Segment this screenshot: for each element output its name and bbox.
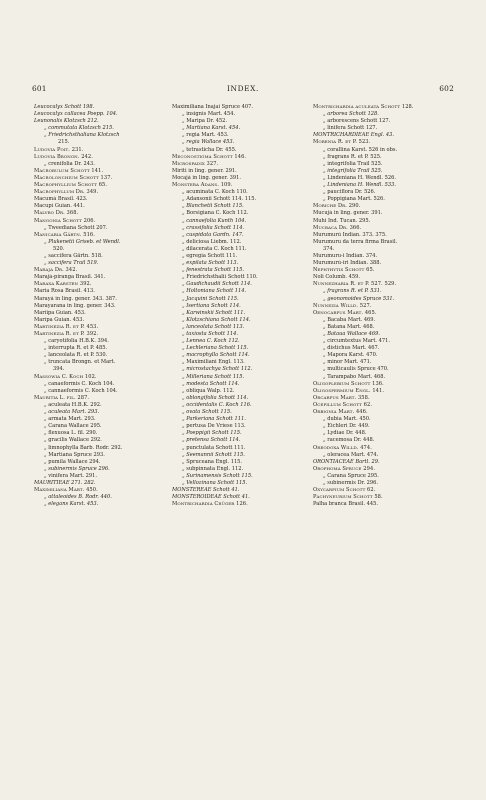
index-entry: „ tetrasticha Dr. 455.	[182, 146, 237, 153]
index-entry: Maximiliana Mart. 450.	[34, 487, 98, 494]
index-entry: Palha branca Brasil. 445.	[313, 501, 378, 508]
index-entry: Moriche Dr. 290.	[313, 203, 361, 210]
index-entry: Ludovia Poit. 231.	[34, 146, 84, 153]
index-entry: „ armata Mart. 293.	[44, 416, 96, 423]
index-entry: „ Klotzschiana Schott 114.	[182, 316, 251, 323]
index-entry: Maria Rosa Brasil. 413.	[34, 288, 95, 295]
index-entry: „ saccifera Gärtn. 518.	[44, 252, 103, 259]
index-entry: „ Adansonii Schott 114. 115.	[182, 196, 257, 203]
index-column-2	[172, 104, 312, 508]
index-entry: „ Lechleriana Schott 115.	[182, 345, 249, 352]
index-entry: Maximiliana Inajai Spruce 407.	[172, 104, 253, 110]
index-entry: „ subinermis Dr. 296.	[323, 479, 379, 486]
index-entry: „ Seemannii Schott 115.	[182, 451, 245, 458]
index-entry: „ regia Wallace 453.	[182, 139, 235, 146]
index-entry: Macrophyllum Dr. 349.	[34, 189, 99, 196]
index-entry: „ pretensa Schott 114.	[182, 437, 241, 444]
index-entry: Malvro Dr. 368.	[34, 210, 79, 217]
index-entry: „ arborescens Schott 127.	[323, 118, 391, 125]
index-entry: „ circumtextus Mart. 471.	[323, 338, 390, 345]
index-entry: Mucbaca Dr. 366.	[313, 224, 362, 231]
index-entry: MONTRICHARDIEAE Engl. 43.	[313, 132, 395, 139]
index-entry: „ Karwinskii Schott 111.	[182, 309, 246, 316]
index-column-1	[34, 104, 174, 508]
index-entry: Marípa Guian. 453.	[34, 316, 85, 323]
index-entry: Marayá in ling. gener. 343. 387.	[34, 295, 117, 302]
index-entry: „ Lindeniana H. Wendl. 526.	[323, 174, 396, 181]
index-entry: Miriti in ling. gener. 291.	[172, 167, 237, 174]
index-entry: „ elegans Karst. 453.	[44, 501, 99, 508]
index-entry: „ egregia Schott 111.	[182, 252, 238, 259]
index-entry: „ canaeformis C. Koch 104.	[44, 380, 115, 387]
index-entry: „ Lindeniana H. Wendl. 533.	[323, 182, 396, 189]
index-entry: „ taxiosta Schott 114.	[182, 331, 238, 337]
index-entry: „ subinermis Spruce 296.	[44, 465, 110, 472]
index-entry: „ oblongifolia Schott 114.	[182, 394, 249, 401]
index-entry: „ Batana Mart. 468.	[323, 323, 375, 330]
index-entry: Nunnezharia R. et P. 527. 529.	[313, 281, 397, 288]
page-number-left: 601	[32, 84, 47, 93]
index-entry: Macrobulum Schott 141.	[34, 167, 104, 174]
index-entry: „ Maximiliani Engl. 113.	[182, 359, 245, 366]
index-entry: Ludovia Brongn. 242.	[34, 153, 93, 160]
index-entry: „ Vellozinana Schott 115.	[182, 479, 248, 486]
index-entry: Macrophyllium Schott 65.	[34, 182, 108, 189]
index-entry: „ aculeata H.B.K. 292.	[44, 401, 102, 408]
index-entry: „ ovata Schott 115.	[182, 409, 232, 416]
index-entry: „ aculeata Mart. 293.	[44, 409, 100, 416]
index-entry: „ pauciflora Dr. 526.	[323, 189, 376, 196]
index-entry: Oenocarpus Mart. 465.	[313, 309, 377, 316]
index-column-3	[313, 104, 453, 508]
index-entry: Macumá Brasil. 423.	[34, 196, 88, 203]
index-entry: „ truncata Brongn. et Mart.	[44, 359, 116, 366]
index-entry: Montrichardia Crüger 126.	[172, 501, 248, 508]
index-entry: „ cuspidata Gardn. 147.	[182, 231, 244, 238]
index-entry: 374.	[323, 245, 335, 252]
index-entry: Martinezia R. et P. 392.	[34, 331, 99, 337]
index-entry: Marayarana in ling. gener. 343.	[34, 302, 116, 309]
index-entry: „ oleracea Mart. 474.	[323, 451, 379, 458]
index-entry: „ Blanchetii Schott 115.	[182, 203, 244, 210]
index-entry: Oligospermium Engl. 141.	[313, 387, 385, 394]
index-entry: „ punctulata Schott 111.	[182, 444, 246, 451]
index-entry: „ arborea Schott 128.	[323, 111, 379, 118]
index-entry: Maraja Dr. 342.	[34, 267, 78, 274]
index-entry: „ expilata Schott 113.	[182, 260, 239, 267]
index-entry: „ vinifera Mart. 291.	[44, 472, 97, 479]
index-entry: „ dubia Mart. 450.	[323, 416, 371, 423]
index-entry: „ pertusa De Vriese 113.	[182, 423, 246, 430]
index-entry: „ modesta Schott 114.	[182, 380, 240, 387]
index-entry: „ Bacaba Mart. 469.	[323, 316, 376, 323]
index-entry: „ commutata Klotzsch 215.	[44, 125, 114, 132]
index-entry: Oreodoxa Willd. 474.	[313, 444, 372, 451]
index-entry: „ Jacquini Schott 115.	[182, 295, 239, 302]
index-entry: „ Martiana Spruce 293.	[44, 451, 105, 458]
index-entry: „ multicaulis Spruce 470.	[323, 366, 389, 373]
index-entry: „ dilacerata C. Koch 111.	[182, 245, 247, 252]
index-entry: Orcarpus Mart. 358.	[313, 394, 370, 401]
index-entry: Macupí Guian. 441.	[34, 203, 85, 210]
index-entry: „ crenifolia Dr. 243.	[44, 160, 95, 167]
index-entry: „ fenestrata Schott 115.	[182, 267, 245, 274]
index-entry: MAURITIEAE 271. 282.	[34, 479, 96, 486]
index-entry: „ geonomoides Spruce 531.	[323, 295, 395, 302]
index-entry: „ integrifolia Trail 525.	[323, 160, 383, 167]
index-entry: „ Martiana Karst. 454.	[182, 125, 241, 132]
index-entry: Leucocalyx Schott 198.	[34, 104, 95, 110]
index-entry: „ attaleoides B. Rodr. 440.	[44, 494, 112, 501]
index-entry: Murumurú-iri Indian. 388.	[313, 260, 382, 267]
index-entry: 215.	[58, 139, 70, 146]
index-entry: Martinezia R. et P. 453.	[34, 323, 99, 330]
index-entry: „ Eichleri Dr. 449.	[323, 423, 370, 430]
index-entry: „ saccifera Trail 519.	[44, 260, 99, 267]
index-entry: „ deliciosa Liebm. 112.	[182, 238, 242, 245]
index-entry: „ interrupta R. et P. 485.	[44, 345, 108, 352]
index-entry: Nephthytis Schott 65.	[313, 267, 375, 274]
index-entry: „ Friedrichsthalii Schott 110.	[182, 274, 258, 281]
index-entry: Ocepillum Schott 62.	[313, 401, 373, 408]
index-entry: Murumuru-i Indian. 374.	[313, 252, 378, 259]
index-entry: „ Borsigiana C. Koch 112.	[182, 210, 249, 217]
index-entry: „ macrophylla Schott 114.	[182, 352, 250, 359]
index-entry: Leunonalis Klotzsch 212.	[34, 118, 99, 125]
index-entry: „ insignis Mart. 454.	[182, 111, 236, 118]
index-entry: Noli Columb. 459.	[313, 274, 360, 281]
page-number-right: 602	[439, 84, 454, 93]
index-entry: „ flexuosa L. fil. 290.	[44, 430, 98, 437]
index-entry: Macrolonchium Schott 137.	[34, 174, 113, 181]
index-entry: Murumurú Indian. 373. 375.	[313, 231, 387, 238]
index-entry: Mucujá in ling. gener. 391.	[313, 210, 383, 217]
index-entry: „ linifera Schott 127.	[323, 125, 378, 132]
index-entry: „ occidentalis C. Koch 116.	[182, 401, 252, 408]
index-entry: Mangonia Schott 206.	[34, 217, 96, 224]
index-entry: „ Poppigiana Mart. 526.	[323, 196, 385, 203]
index-entry: „ Bataua Wallace 469.	[323, 331, 381, 337]
index-entry: Pachyneurium Schott 58.	[313, 494, 383, 501]
index-entry: „ regia Mart. 453.	[182, 132, 229, 139]
index-entry: „ Gaudichaudii Schott 114.	[182, 281, 252, 288]
index-entry: Massowia C. Koch 102.	[34, 373, 97, 380]
index-entry: „ Milleriana Schott 115.	[182, 373, 245, 380]
index-entry: „ Friedrichsthaliana Klotzsch	[44, 132, 120, 139]
index-entry: „ microstachya Schott 112.	[182, 366, 253, 373]
index-entry: Leucocalyx callacea Poepp. 104.	[34, 111, 118, 118]
index-entry: „ fragrans R. et P. 525.	[323, 153, 382, 160]
index-entry: 394.	[53, 366, 65, 373]
index-entry: „ Tweediana Schott 207.	[44, 224, 108, 231]
index-entry: „ caryotifolia H.B.K. 394.	[44, 338, 109, 345]
index-entry: „ Lydiae Dr. 448.	[323, 430, 367, 437]
index-entry: „ subpinnata Engl. 112.	[182, 465, 244, 472]
index-entry: Oxycarpium Schott 62.	[313, 487, 376, 494]
index-entry: Nunnezia Willd. 527.	[313, 302, 372, 309]
index-entry: Montrichardia aculeata Schott 128.	[313, 104, 414, 110]
index-entry: „ integrifolia Trail 525.	[323, 167, 383, 174]
index-entry: Manicaria Gärtn. 516.	[34, 231, 95, 238]
index-entry: Orbignia Mart. 446.	[313, 409, 368, 416]
index-entry: „ fragrans R. et P. 531.	[323, 288, 382, 295]
index-entry: „ Carana Spruce 295.	[323, 472, 379, 479]
index-entry: „ pumila Wallace 294.	[44, 458, 101, 465]
index-entry: Muhi Ind. Tucan. 295.	[313, 217, 371, 224]
index-entry: Oligoplebium Schott 136.	[313, 380, 384, 387]
index-entry: Morenia R. et P. 523.	[313, 139, 371, 146]
index-entry: „ corallina Karst. 526 in obs.	[323, 146, 398, 153]
index-entry: MONSTEROIDEAE Schott 41.	[172, 494, 250, 501]
running-header	[32, 84, 454, 96]
index-entry: „ Mapora Karst. 470.	[323, 352, 378, 359]
index-entry: „ minor Mart. 471.	[323, 359, 372, 366]
index-entry: „ Holtoniana Schott 114.	[182, 288, 247, 295]
index-entry: „ Lennea C. Koch 112.	[182, 338, 240, 345]
index-entry: „ racemosa Dr. 448.	[323, 437, 375, 444]
index-entry: „ distichus Mart. 467.	[323, 345, 380, 352]
index-entry: „ Poeppigii Schott 115.	[182, 430, 242, 437]
index-entry: „ limnophylla Barb. Rodr. 292.	[44, 444, 123, 451]
index-entry: Orophoma Spruce 294.	[313, 465, 376, 472]
index-entry: „ lanceolata Schott 113.	[182, 323, 245, 330]
index-entry: Monstera Adans. 109.	[172, 182, 233, 189]
index-entry: „ acuminata C. Koch 110.	[182, 189, 248, 196]
index-entry: „ gracilis Wallace 292.	[44, 437, 102, 444]
running-title: INDEX.	[227, 84, 259, 93]
index-entry: ORONTIACEAE Bartl. 29.	[313, 458, 380, 465]
index-entry: Mauritia L. fil. 287.	[34, 394, 90, 401]
index-entry: „ Surinamensis Schott 115.	[182, 472, 253, 479]
index-entry: Meconostigma Schott 146.	[172, 153, 247, 160]
index-entry: Microspadix 327.	[172, 160, 219, 167]
index-entry: Maraxa Karsten 392.	[34, 281, 92, 288]
index-entry: MONSTEREAE Schott 41.	[172, 487, 240, 494]
index-entry: „ lanceolata R. et P. 530.	[44, 352, 108, 359]
index-entry: „ Maripa Dr. 452.	[182, 118, 228, 125]
index-entry: „ Parkeriana Schott 111.	[182, 416, 246, 423]
index-entry: „ cannaeformis C. Koch 104.	[44, 387, 118, 394]
index-entry: „ Tarampabo Mart. 468.	[323, 373, 386, 380]
index-entry: „ crassifolia Schott 114.	[182, 224, 245, 231]
index-entry: Marajá-piranga Brasil. 341.	[34, 274, 106, 281]
index-entry: Murumuru da terra firma Brasil.	[313, 238, 398, 245]
index-entry: Mariipa Guian. 453.	[34, 309, 86, 316]
index-entry: „ Carana Wallace 295.	[44, 423, 102, 430]
index-entry: Mocajá in ling. gener. 391.	[172, 174, 241, 181]
index-entry: „ cannaefolia Kunth 104.	[182, 217, 247, 224]
index-entry: 520.	[53, 245, 65, 252]
index-entry: „ Plukenetii Griseb. et Wendl.	[44, 238, 121, 245]
index-entry: „ Isertiana Schott 114.	[182, 302, 241, 309]
index-entry: „ obliqua Walp. 112.	[182, 387, 235, 394]
index-entry: „ Spruceana Engl. 115.	[182, 458, 243, 465]
